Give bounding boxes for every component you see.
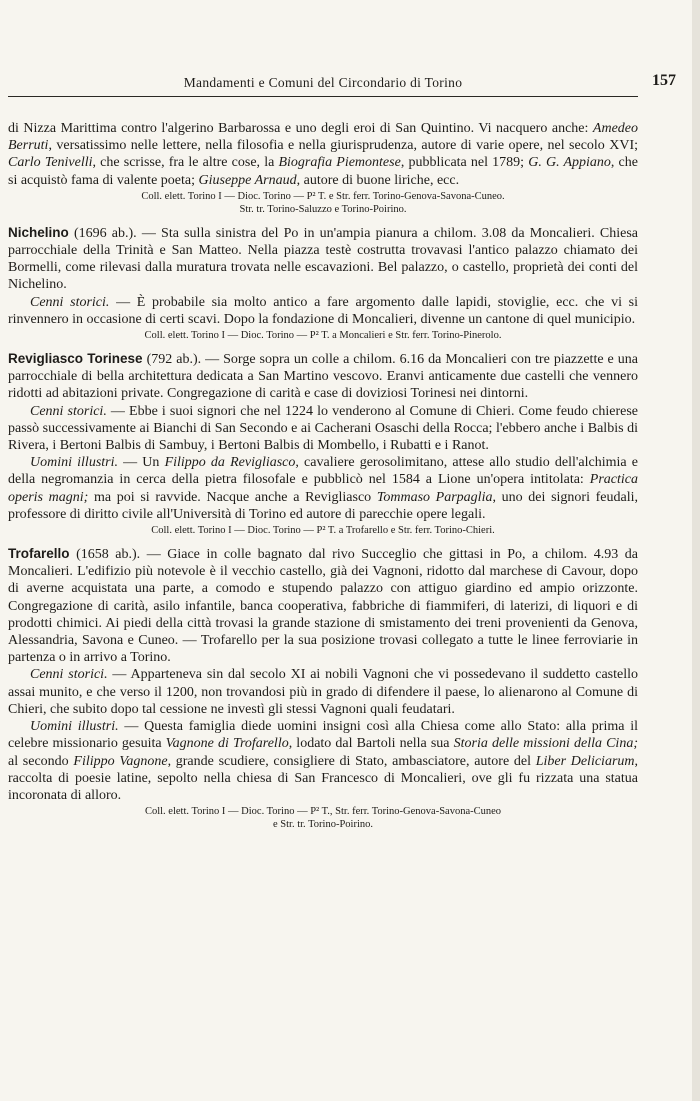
intro-coll-line-1: Coll. elett. Torino I — Dioc. Torino — P² T. e Str. ferr. Torino-Genova-Savona-Cuneo. <box>141 190 505 202</box>
section-label: Uomini illustri. <box>30 719 119 735</box>
revigliasco-uomini-illustri: Uomini illustri. — Un Filippo da Revigliasco, cavaliere gerosolimitano, attese allo studio dell'alchimia e della negromanzia in cerca della pietra filosofale e pubblicò nel 1584 a Lione un'opera intitolata: Practica operis magni; ma poi si ravvide. Nacque anche a Revigliasco Tommaso Parpaglia, uno dei signori feudali, professore di diritto civile all'Università di Torino ed autore di parecchie opere legali. <box>8 455 638 522</box>
person-name: Filippo da Revigliasco <box>164 455 296 471</box>
trofarello-coll-line-1: Coll. elett. Torino I — Dioc. Torino — P² T., Str. ferr. Torino-Genova-Savona-Cuneo <box>144 806 502 818</box>
page-body <box>8 120 638 831</box>
place-name: Revigliasco Torinese <box>8 351 143 367</box>
nichelino-cenni-storici: Cenni storici. — È probabile sia molto antico a fare argomento dalle lapidi, stoviglie, ecc. che vi si rinvennero in occasione di certi scavi. Dopo la fondazione di Moncalieri, divenne un cantone di quel municipio. <box>8 294 638 327</box>
work-title: Storia delle missioni della Cina; <box>453 736 638 752</box>
trofarello-uomini-illustri: Uomini illustri. — Questa famiglia diede uomini insigni così alla Chiesa come allo Stato: alla prima il celebre missionario gesuita Vagnone di Trofarello, lodato dal Bartoli nella sua Storia delle missioni della Cina; al secondo Filippo Vagnone, grande scudiere, consigliere di Stato, ambasciatore, autore del Liber Deliciarum, raccolta di poesie latine, sepolto nella chiesa di San Francesco di Moncalieri, ove gli fu rizzata una statua incoronata di alloro. <box>8 719 638 803</box>
work-title: Practica operis magni; <box>8 472 638 505</box>
page-number: 157 <box>652 72 676 89</box>
person-name: Vagnone di Trofarello <box>165 736 289 752</box>
page-header <box>8 72 676 97</box>
nichelino-coll-line: Coll. elett. Torino I — Dioc. Torino — P² T. a Moncalieri e Str. ferr. Torino-Pinerolo. <box>144 330 502 342</box>
trofarello-cenni-storici: Cenni storici. — Apparteneva sin dal secolo XI ai nobili Vagnoni che vi possedevano il suddetto castello assai munito, e che verso il 1200, non trovandosi più in grado di difendere il paese, lo alienarono al Comune di Chieri, che subito dopo tal cessione ne investì gli stessi Vagnoni quali feudatari. <box>8 667 638 717</box>
scan-edge <box>692 0 700 1101</box>
section-label: Cenni storici. <box>30 294 110 310</box>
intro-paragraph: di Nizza Marittima contro l'algerino Barbarossa e uno degli eroi di San Quintino. Vi nacquero anche: Amedeo Berruti, versatissimo nelle lettere, nella filosofia e nella giurisprudenza, autore di varie opere, nel secolo XVI; Carlo Tenivelli, che scrisse, fra le altre cose, la Biografia Piemontese, pubblicata nel 1789; G. G. Appiano, che si acquistò fama di valente poeta; Giuseppe Arnaud, autore di buone liriche, ecc. <box>8 121 638 188</box>
person-name: Filippo Vagnone <box>73 753 168 769</box>
person-name: Carlo Tenivelli <box>8 155 93 171</box>
person-name: Amedeo Berruti <box>8 121 638 154</box>
entry-revigliasco <box>8 350 638 537</box>
trofarello-description: Trofarello (1658 ab.). — Giace in colle bagnato dal rivo Succeglio che gittasi in Po, a chilom. 4.93 da Moncalieri. L'edifizio più notevole è il vecchio castello, già dei Vagnoni, ridotto dal marchese di Cavour, dopo di averne acquistata una parte, a comodo e stupendo palazzo con attiguo giardino ed ampio orizzonte. Congregazione di carità, asilo infantile, banca cooperativa, fabbriche di fiammiferi, di laterizi, di liquori e di prodotti chimici. Ai piedi della città trovasi la grande stazione di smistamento dei treni provenienti da Genova, Alessandria, Savona e Cuneo. — Trofarello per la sua posizione trovasi collegato a tutte le linee ferroviarie in partenza o in arrivo a Torino. <box>8 546 638 666</box>
entry-trofarello <box>8 545 638 831</box>
revigliasco-cenni-storici: Cenni storici. — Ebbe i suoi signori che nel 1224 lo venderono al Comune di Chieri. Come feudo chierese passò successivamente ai Bianchi di San Secondo e ai Cacherani Osaschi della Rocca; l'ebbero anche i Balbis di Rivera, i Bertoni Balbis di Sambuy, i Bertoni Balbis di Mombello, i Rubatti e i Ranot. <box>8 403 638 454</box>
revigliasco-coll-line: Coll. elett. Torino I — Dioc. Torino — P² T. a Trofarello e Str. ferr. Torino-Chieri. <box>151 525 495 537</box>
entry-nichelino <box>8 224 638 342</box>
person-name: Tommaso Parpaglia <box>376 489 493 505</box>
intro-coll-line-2: Str. tr. Torino-Saluzzo e Torino-Poirino. <box>239 203 407 215</box>
place-name: Trofarello <box>8 546 70 562</box>
section-label: Cenni storici. <box>30 667 108 683</box>
section-label: Cenni storici. <box>30 403 107 419</box>
running-title: Mandamenti e Comuni del Circondario di Torino <box>183 75 463 90</box>
work-title: Liber Deliciarum <box>535 753 635 769</box>
person-name: G. G. Appiano <box>528 155 611 171</box>
nichelino-description: Nichelino (1696 ab.). — Sta sulla sinistra del Po in un'ampia pianura a chilom. 3.08 da Moncalieri. Chiesa parrocchiale della Trinità e San Matteo. Nella piazza testè costrutta trovavasi l'antico palazzo chiamato dei Bormelli, come rilevasi dalla muratura trovata nelle escavazioni. Bel palazzo, o castello, proprietà dei conti del Nichelino. <box>8 224 638 293</box>
revigliasco-description: Revigliasco Torinese (792 ab.). — Sorge sopra un colle a chilom. 6.16 da Moncalieri con tre piazzette e una parrocchiale di bella architettura dedicata a San Martino vescovo. Eranvi anticamente due castelli che vennero ridotti ad abitazioni private. Congregazione di carità e case di doviziosi Torinesi nei dintorni. <box>8 351 638 402</box>
work-title: Biografia Piemontese <box>278 155 401 171</box>
section-label: Uomini illustri. <box>30 455 118 471</box>
trofarello-coll-line-2: e Str. tr. Torino-Poirino. <box>273 819 373 831</box>
person-name: Giuseppe Arnaud <box>198 172 297 188</box>
place-name: Nichelino <box>8 224 69 240</box>
